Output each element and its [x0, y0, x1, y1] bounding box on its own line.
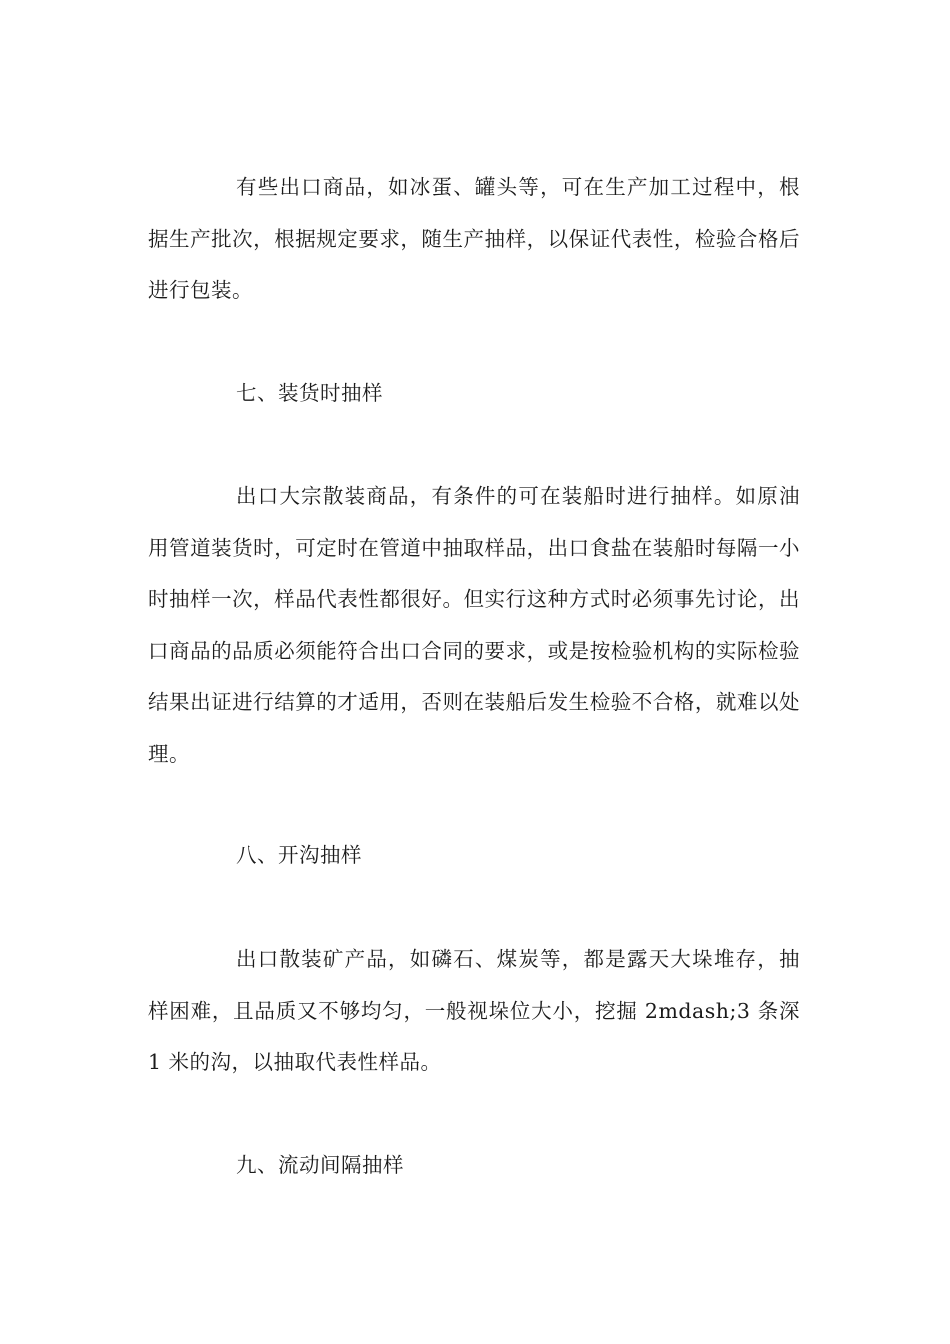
heading-trench-sampling: 八、开沟抽样	[236, 843, 362, 867]
paragraph-trench-sampling: 出口散装矿产品，如磷石、煤炭等，都是露天大垛堆存，抽样困难，且品质又不够均匀，一般视垛位大小，挖掘 2mdash;3 条深 1 米的沟，以抽取代表性样品。	[148, 947, 800, 1074]
paragraph-in-process-sampling: 有些出口商品，如冰蛋、罐头等，可在生产加工过程中，根据生产批次，根据规定要求，随生产抽样，以保证代表性，检验合格后进行包装。	[148, 175, 800, 302]
heading-loading-sampling: 七、装货时抽样	[236, 381, 383, 405]
heading-interval-sampling: 九、流动间隔抽样	[236, 1153, 404, 1177]
paragraph-loading-sampling: 出口大宗散装商品，有条件的可在装船时进行抽样。如原油用管道装货时，可定时在管道中抽取样品，出口食盐在装船时每隔一小时抽样一次，样品代表性都很好。但实行这种方式时必须事先讨论，出口商品的品质必须能符合出口合同的要求，或是按检验机构的实际检验结果出证进行结算的才适用，否则在装船后发生检验不合格，就难以处理。	[148, 484, 800, 766]
